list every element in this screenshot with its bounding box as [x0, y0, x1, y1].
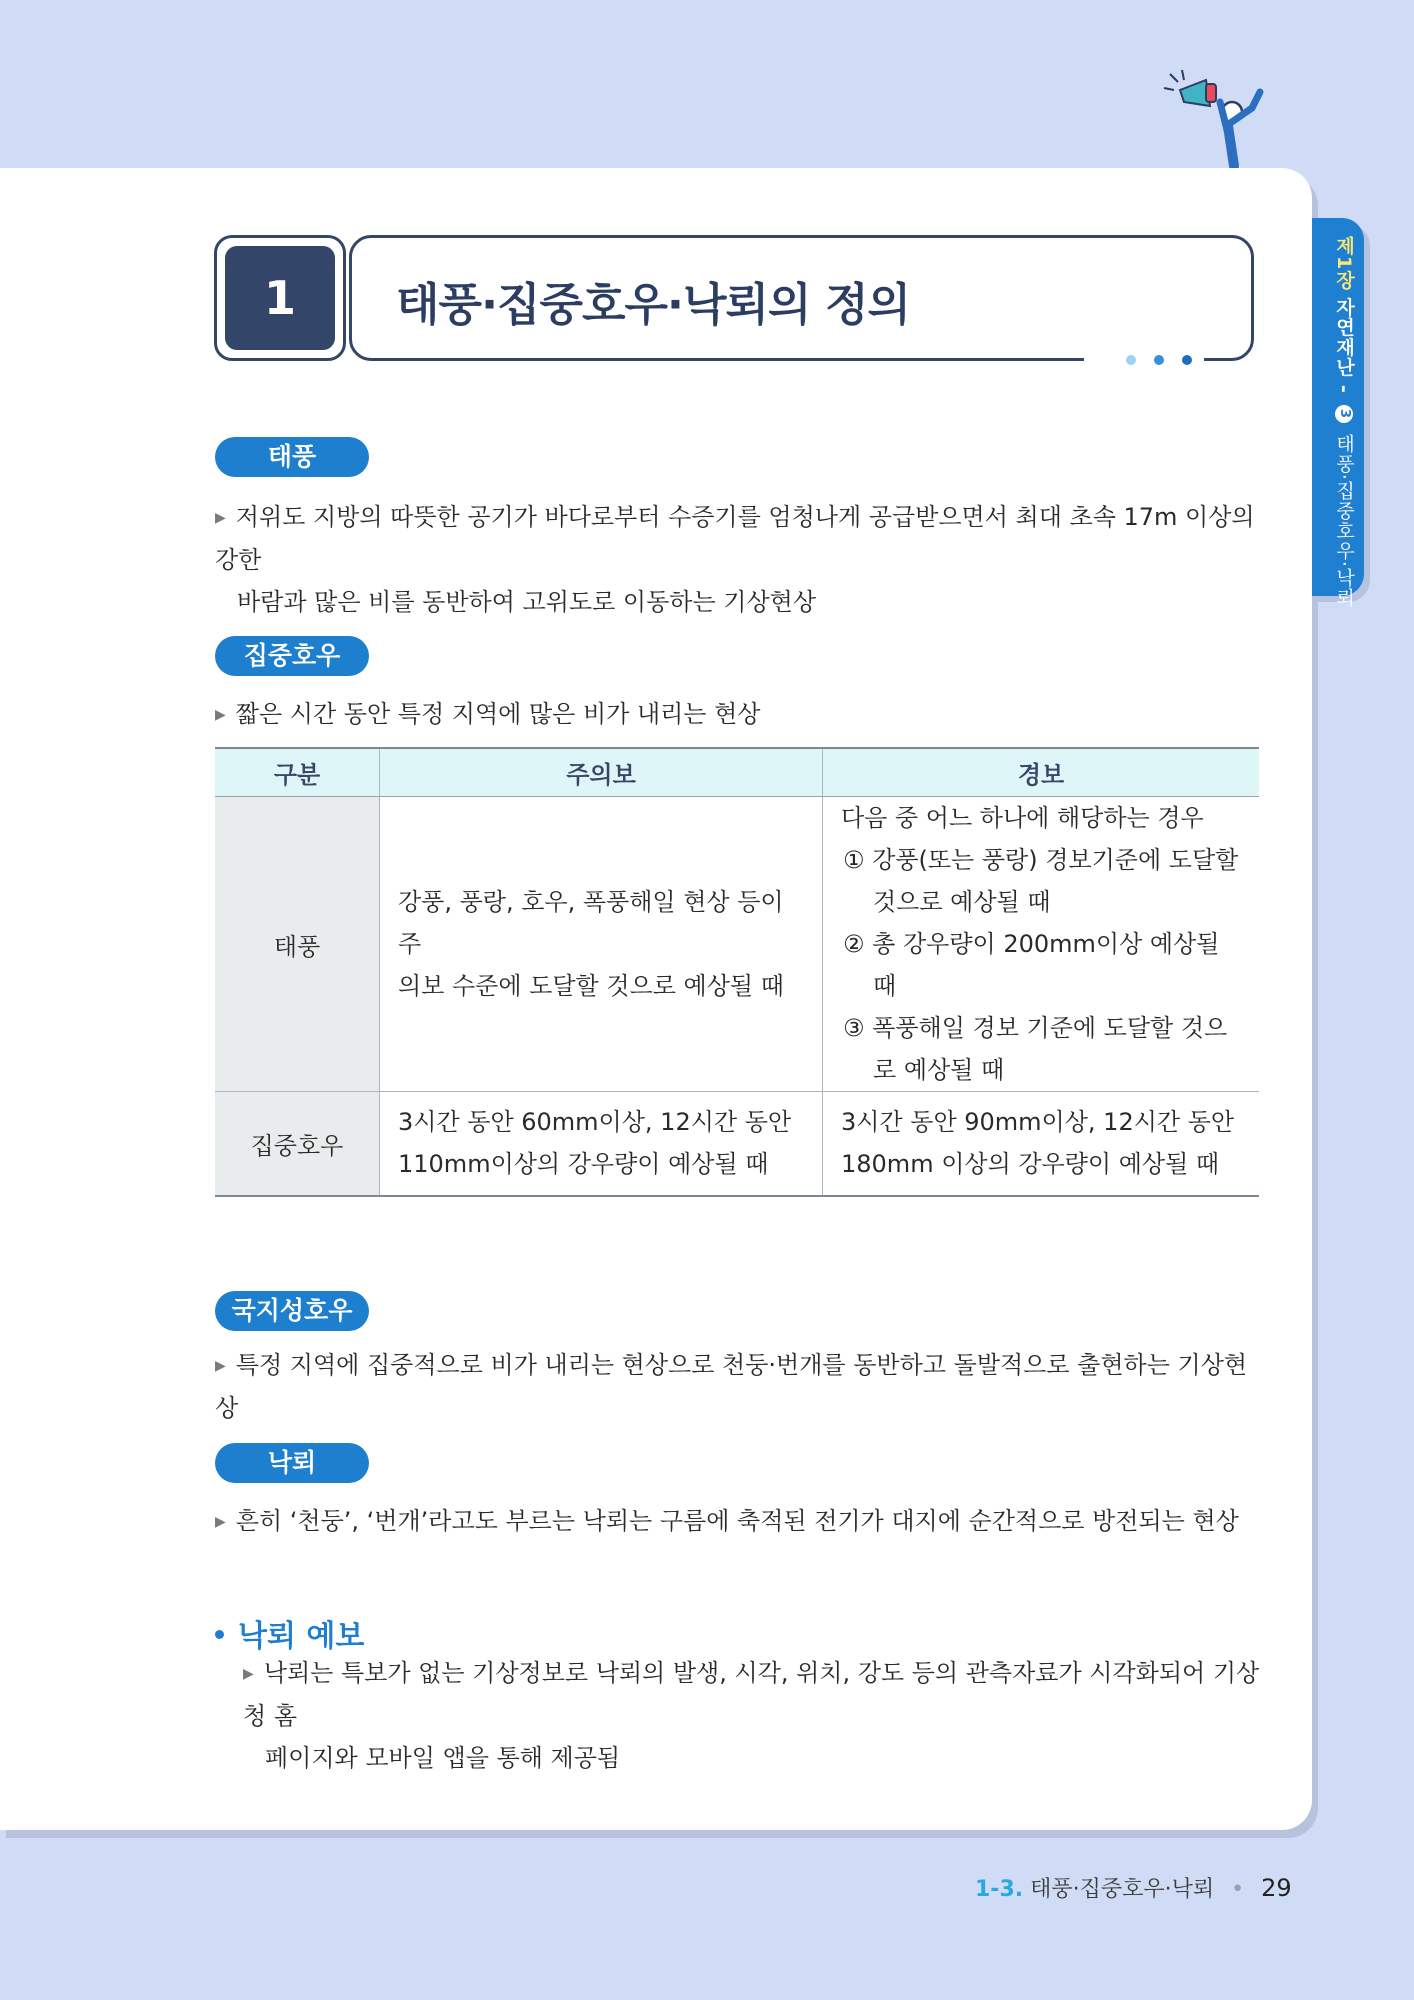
advisory-cell: 3시간 동안 60mm이상, 12시간 동안 110mm이상의 강우량이 예상될 때 — [380, 1092, 823, 1196]
table-row — [215, 797, 1259, 1092]
footer-separator: • — [1231, 1877, 1245, 1902]
local-rain-definition: ▶ 특정 지역에 집중적으로 비가 내리는 현상으로 천둥·번개를 동반하고 돌발적으로 출현하는 기상현상 — [215, 1351, 1248, 1422]
section-number-box — [214, 235, 346, 361]
bullet-triangle-icon: ▶ — [215, 510, 226, 526]
bullet-dot-icon — [215, 1630, 224, 1639]
section-title-block — [214, 235, 1259, 367]
chapter-number: 제1장 — [1333, 236, 1355, 291]
section-title-box — [349, 235, 1254, 361]
label-heavy-rain: 집중호우 — [215, 636, 369, 676]
bullet-triangle-icon: ▶ — [215, 707, 226, 723]
footer-section: 1-3. — [975, 1877, 1024, 1902]
bullet-triangle-icon: ▶ — [215, 1514, 226, 1530]
header-warning: 경보 — [823, 748, 1260, 797]
footer-topic: 태풍·집중호우·낙뢰 — [1030, 1877, 1215, 1902]
header-category: 구분 — [215, 748, 380, 797]
heavy-rain-definition: ▶ 짧은 시간 동안 특정 지역에 많은 비가 내리는 현상 — [215, 700, 761, 728]
label-typhoon: 태풍 — [215, 437, 369, 477]
page-footer — [975, 1872, 1292, 1903]
label-local-heavy-rain: 국지성호우 — [215, 1291, 369, 1331]
page-title: 태풍·집중호우·낙뢰의 정의 — [396, 278, 911, 331]
decor-dot-mid — [1154, 355, 1164, 365]
bullet-triangle-icon: ▶ — [215, 1358, 226, 1374]
advisory-cell: 강풍, 풍랑, 호우, 폭풍해일 현상 등이 주 의보 수준에 도달할 것으로 예상될 때 — [380, 797, 823, 1092]
section-number-badge: 3 — [1335, 405, 1353, 423]
header-advisory: 주의보 — [380, 748, 823, 797]
section-number: 1 — [225, 246, 335, 350]
lightning-definition: ▶ 흔히 ‘천둥’, ‘번개’라고도 부르는 낙뢰는 구름에 축적된 전기가 대지에 순간적으로 방전되는 현상 — [215, 1507, 1239, 1535]
decor-dot-light — [1126, 355, 1136, 365]
row-category: 태풍 — [215, 797, 380, 1092]
page-number: 29 — [1261, 1874, 1292, 1902]
warning-cell: 3시간 동안 90mm이상, 12시간 동안 180mm 이상의 강우량이 예상될 때 — [823, 1092, 1260, 1196]
decor-dot-dark — [1182, 355, 1192, 365]
warning-criteria-table — [215, 747, 1259, 1197]
row-category: 집중호우 — [215, 1092, 380, 1196]
typhoon-definition: ▶ 저위도 지방의 따뜻한 공기가 바다로부터 수증기를 엄청나게 공급받으면서 최대 초속 17m 이상의 강한 바람과 많은 비를 동반하여 고위도로 이동하는 기상현상 — [215, 503, 1255, 616]
table-header-row — [215, 748, 1259, 797]
bullet-triangle-icon: ▶ — [243, 1666, 254, 1682]
lightning-forecast-heading: 낙뢰 예보 — [215, 1611, 364, 1655]
chapter-side-tab-label — [1322, 236, 1358, 608]
table-row — [215, 1092, 1259, 1196]
warning-cell: 다음 중 어느 하나에 해당하는 경우 ① 강풍(또는 풍랑) 경보기준에 도달할 것으로 예상될 때 ② 총 강우량이 200mm이상 예상될 때 ③ 폭풍해일 경보 기준에 도달할 것으로 예상될 때 — [823, 797, 1260, 1092]
chapter-category: 자연재난 - — [1333, 297, 1355, 394]
chapter-topic: 태풍·집중호우·낙뢰 — [1333, 433, 1355, 608]
label-lightning: 낙뢰 — [215, 1443, 369, 1483]
lightning-forecast-text: ▶ 낙뢰는 특보가 없는 기상정보로 낙뢰의 발생, 시각, 위치, 강도 등의 관측자료가 시각화되어 기상청 홈 페이지와 모바일 앱을 통해 제공됨 — [243, 1659, 1260, 1772]
